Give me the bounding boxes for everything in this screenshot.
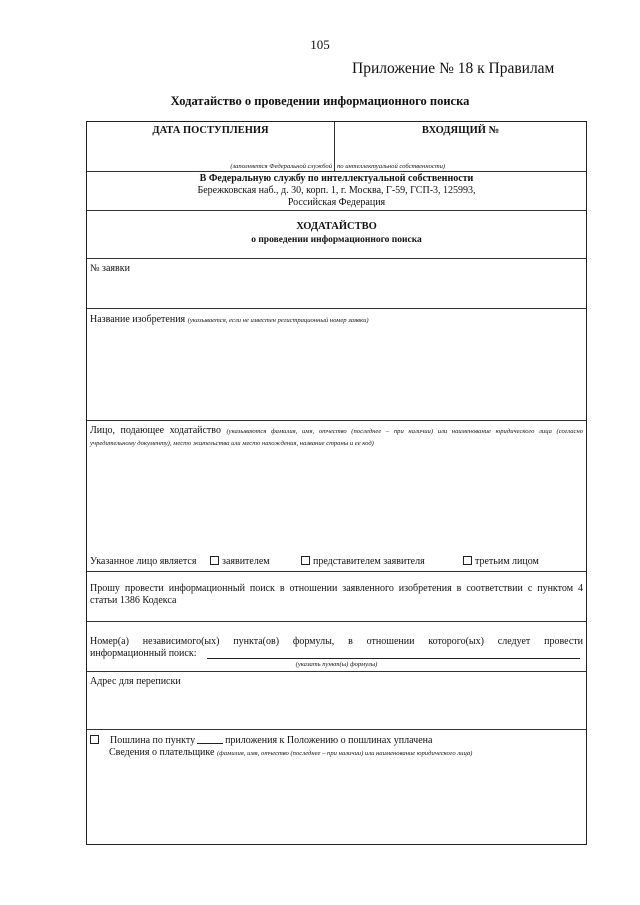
page-number: 105 bbox=[310, 37, 330, 52]
claims-hint: (указать пункт(ы) формулы) bbox=[295, 661, 378, 668]
fee-paid-checkbox[interactable] bbox=[90, 735, 99, 744]
recipient-country: Российская Федерация bbox=[287, 197, 386, 208]
date-received-label: ДАТА ПОСТУПЛЕНИЯ bbox=[152, 125, 269, 136]
fee-row bbox=[87, 730, 586, 846]
recipient-address: Бережковская наб., д. 30, корп. 1, г. Москва, Г-59, ГСП-3, 125993, bbox=[197, 185, 476, 196]
incoming-number-cell[interactable] bbox=[335, 122, 586, 171]
role-third-party-option[interactable] bbox=[463, 556, 539, 567]
role-applicant-option[interactable] bbox=[210, 556, 270, 567]
petition-form bbox=[86, 121, 587, 845]
correspondence-address-field[interactable] bbox=[87, 672, 586, 730]
role-third-party-checkbox[interactable] bbox=[463, 556, 472, 565]
invention-name-label-wrap bbox=[90, 314, 369, 325]
role-prefix: Указанное лицо является bbox=[90, 556, 197, 567]
payer-hint: (фамилия, имя, отчество (последнее – при наличии) или наименование юридического лица) bbox=[216, 750, 473, 757]
application-number-label: № заявки bbox=[90, 263, 130, 274]
claims-input-line[interactable] bbox=[207, 658, 580, 659]
role-representative-label: представителем заявителя bbox=[313, 556, 425, 567]
header-row bbox=[87, 122, 586, 172]
recipient-name: В Федеральную службу по интеллектуальной собственности bbox=[199, 173, 474, 184]
petition-subtitle: о проведении информационного поиска bbox=[251, 235, 422, 245]
applicant-role-line bbox=[90, 556, 583, 568]
claims-field[interactable] bbox=[87, 622, 586, 672]
applicant-label-wrap bbox=[90, 425, 583, 449]
petition-heading-row bbox=[87, 211, 586, 259]
invention-name-field[interactable] bbox=[87, 309, 586, 421]
filled-by-note-right: по интеллектуальной собственности) bbox=[337, 163, 446, 170]
invention-name-label: Название изобретения bbox=[90, 314, 186, 325]
request-row bbox=[87, 572, 586, 622]
filled-by-note-left: (заполняется Федеральной службой bbox=[230, 163, 332, 170]
applicant-label: Лицо, подающее ходатайство bbox=[90, 425, 221, 436]
claims-text bbox=[90, 636, 583, 660]
payer-info-line[interactable] bbox=[109, 747, 472, 758]
payer-label: Сведения о плательщике bbox=[109, 747, 215, 758]
application-number-field[interactable] bbox=[87, 259, 586, 309]
document-title: Ходатайство о проведении информационного поиска bbox=[170, 94, 470, 108]
applicant-hint: (указываются фамилия, имя, отчество (последнее – при наличии) или наименование юридического лица (согласно учредительному документу), место жительства или место нахождения, название страны и ее код) bbox=[90, 428, 584, 447]
role-representative-option[interactable] bbox=[301, 556, 425, 567]
request-text: Прошу провести информационный поиск в отношении заявленного изобретения в соответствии с пунктом 4 статьи 1386 Кодекса bbox=[90, 583, 583, 606]
correspondence-address-label: Адрес для переписки bbox=[90, 676, 181, 687]
petition-title: ХОДАТАЙСТВО bbox=[296, 221, 377, 232]
date-received-cell[interactable] bbox=[87, 122, 335, 171]
fee-text-before: Пошлина по пункту bbox=[110, 735, 196, 746]
appendix-label: Приложение № 18 к Правилам bbox=[352, 60, 555, 77]
recipient-row bbox=[87, 172, 586, 211]
applicant-field[interactable] bbox=[87, 421, 586, 572]
claims-text-line2: информационный поиск: bbox=[90, 648, 197, 659]
role-third-party-label: третьим лицом bbox=[475, 556, 539, 567]
fee-item-input[interactable] bbox=[197, 735, 223, 744]
role-applicant-label: заявителем bbox=[222, 556, 270, 567]
incoming-number-label: ВХОДЯЩИЙ № bbox=[421, 125, 500, 136]
claims-text-line1: Номер(а) независимого(ых) пункта(ов) формулы, в отношении которого(ых) следует провести bbox=[90, 636, 583, 647]
role-representative-checkbox[interactable] bbox=[301, 556, 310, 565]
fee-text-after: приложения к Положению о пошлинах уплачена bbox=[225, 735, 433, 746]
role-applicant-checkbox[interactable] bbox=[210, 556, 219, 565]
fee-paid-line bbox=[90, 735, 432, 746]
invention-name-hint: (указывается, если не известен регистрационный номер заявки) bbox=[187, 317, 369, 324]
